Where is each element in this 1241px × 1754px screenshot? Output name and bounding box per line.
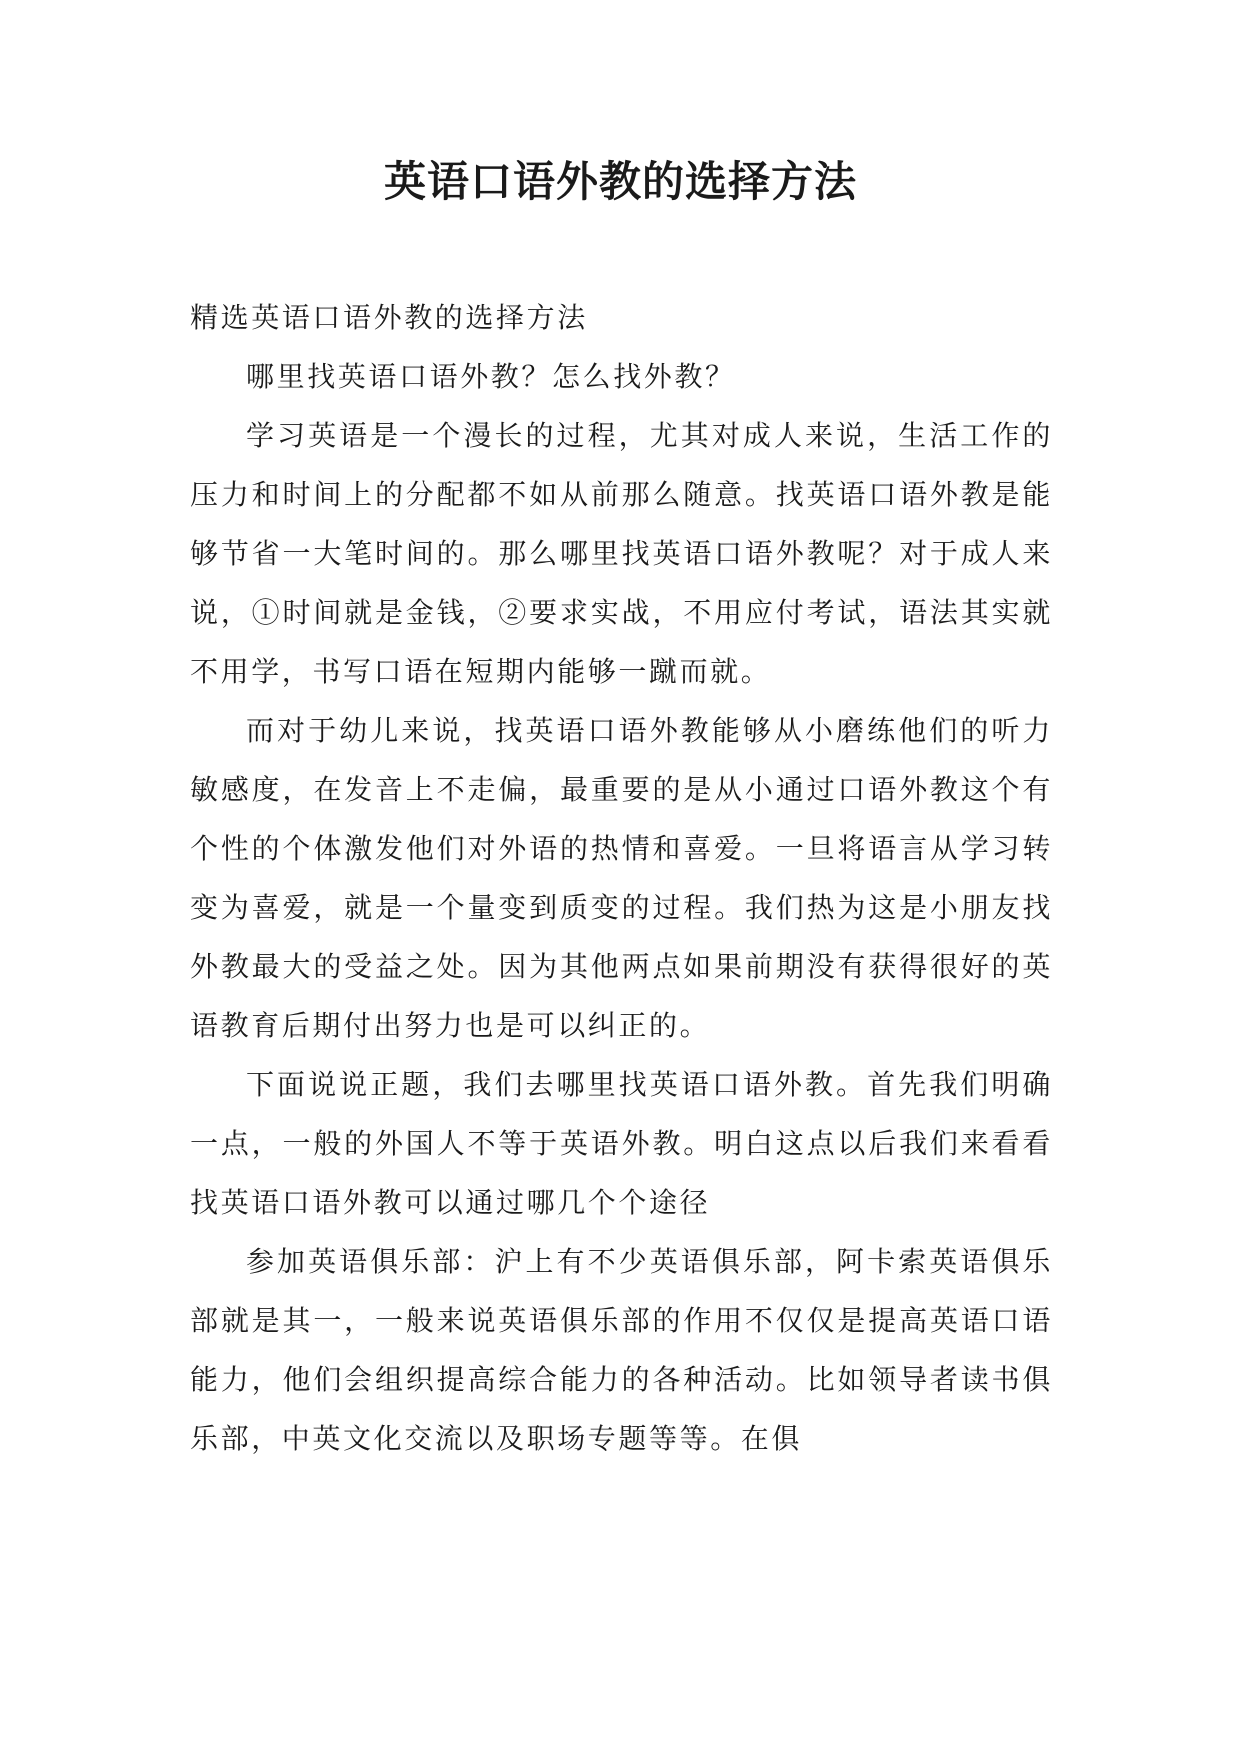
paragraph-adults: 学习英语是一个漫长的过程，尤其对成人来说，生活工作的压力和时间上的分配都不如从前那么随意。找英语口语外教是能够节省一大笔时间的。那么哪里找英语口语外教呢？对于成人来说，①时间就是金钱，②要求实战，不用应付考试，语法其实就不用学，书写口语在短期内能够一蹴而就。	[190, 419, 1053, 688]
paragraph-english-club: 参加英语俱乐部：沪上有不少英语俱乐部，阿卡索英语俱乐部就是其一，一般来说英语俱乐部的作用不仅仅是提高英语口语能力，他们会组织提高综合能力的各种活动。比如领导者读书俱乐部，中英文化交流以及职场专题等等。在俱	[190, 1245, 1053, 1455]
document-title: 英语口语外教的选择方法	[383, 157, 857, 206]
paragraph-children: 而对于幼儿来说，找英语口语外教能够从小磨练他们的听力敏感度，在发音上不走偏，最重要的是从小通过口语外教这个有个性的个体激发他们对外语的热情和喜爱。一旦将语言从学习转变为喜爱，就是一个量变到质变的过程。我们热为这是小朋友找外教最大的受益之处。因为其他两点如果前期没有获得很好的英语教育后期付出努力也是可以纠正的。	[190, 714, 1053, 1042]
paragraph-question: 哪里找英语口语外教？怎么找外教？	[246, 360, 736, 393]
paragraph-where-to-find: 下面说说正题，我们去哪里找英语口语外教。首先我们明确一点，一般的外国人不等于英语外教。明白这点以后我们来看看找英语口语外教可以通过哪几个个途径	[190, 1068, 1053, 1219]
document-subtitle: 精选英语口语外教的选择方法	[190, 301, 588, 334]
document-body	[190, 288, 1053, 1468]
